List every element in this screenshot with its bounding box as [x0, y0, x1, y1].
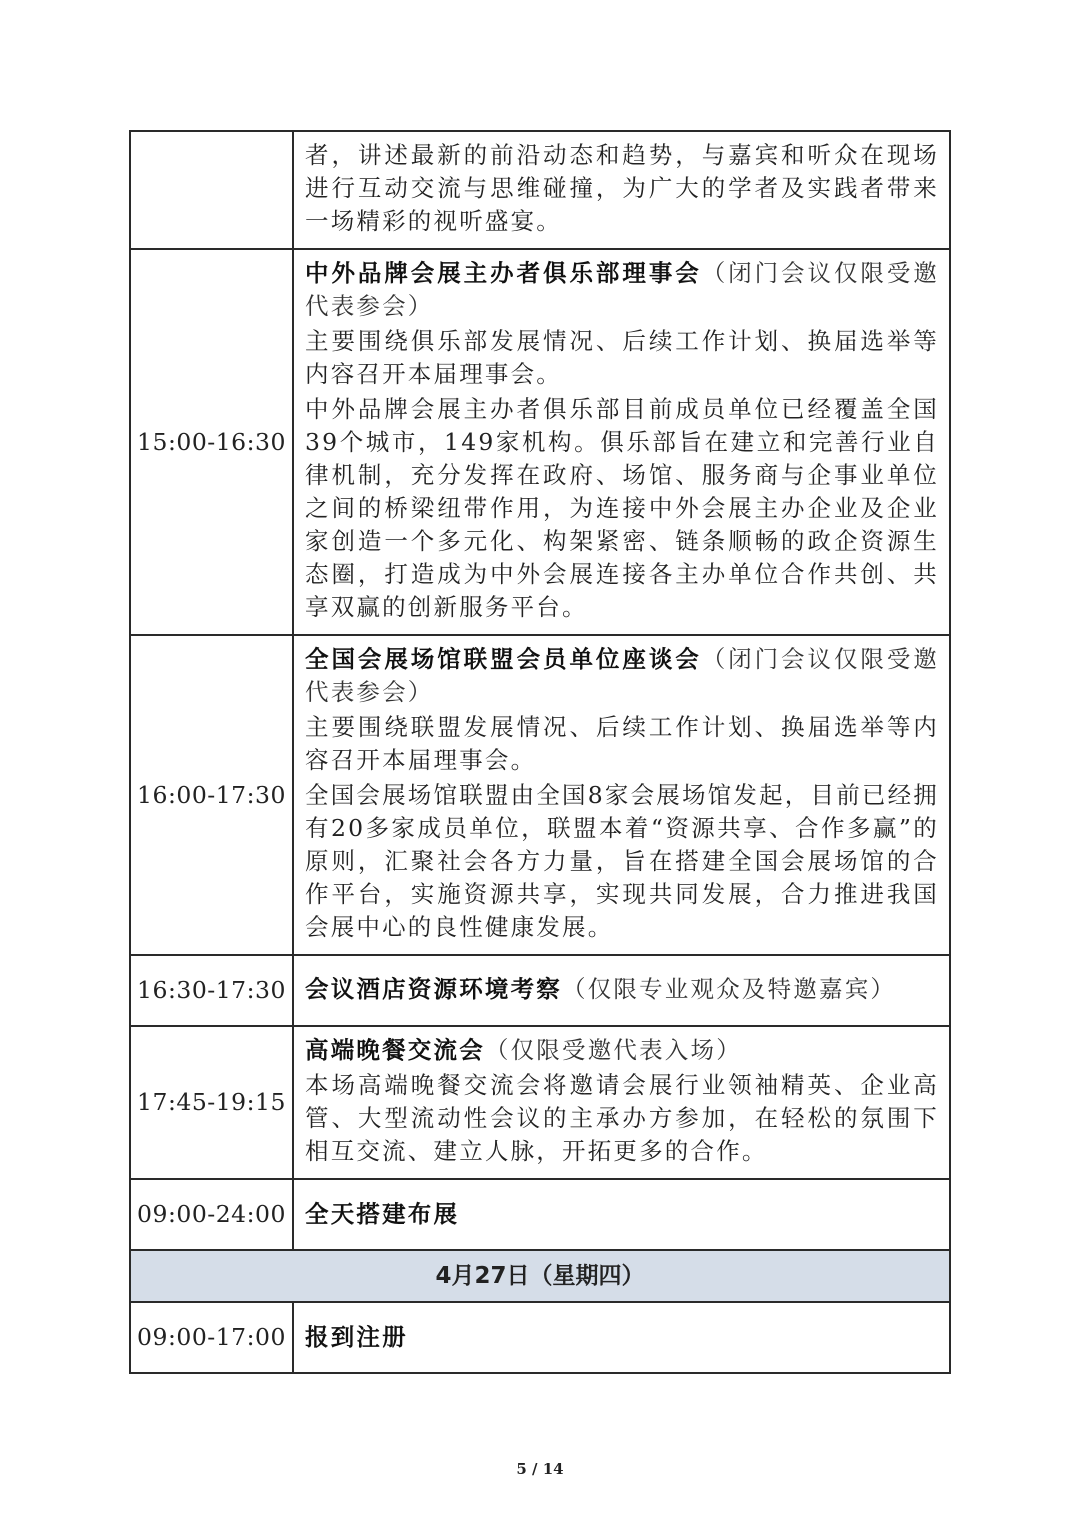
schedule-table: [129, 130, 951, 1374]
table-row: [130, 1026, 950, 1179]
description: 全国会展场馆联盟由全国8家会展场馆发起，目前已经拥有20多家成员单位，联盟本着“资源共享、合作多赢”的原则，汇聚社会各方力量，旨在搭建全国会展场馆的合作平台，实施资源共享，实现共同发展，合力推进我国会展中心的良性健康发展。: [305, 781, 939, 941]
time-cell: 16:30-17:30: [130, 955, 293, 1026]
session-note: （仅限专业观众及特邀嘉宾）: [562, 974, 897, 1003]
time-cell: 16:00-17:30: [130, 635, 293, 955]
session-note: （闭门会议仅限受邀代表参会）: [305, 645, 939, 706]
session-note: （闭门会议仅限受邀代表参会）: [305, 259, 939, 320]
page-number: 5 / 14: [516, 1460, 564, 1478]
session-heading: [305, 1034, 939, 1067]
date-header: 4月27日（星期四）: [130, 1250, 950, 1302]
description: 主要围绕俱乐部发展情况、后续工作计划、换届选举等内容召开本届理事会。: [305, 327, 939, 388]
description: 本场高端晚餐交流会将邀请会展行业领袖精英、企业高管、大型流动性会议的主承办方参加，在轻松的氛围下相互交流、建立人脉，开拓更多的合作。: [305, 1071, 939, 1165]
session-title: 会议酒店资源环境考察: [305, 974, 562, 1003]
table-row: [130, 131, 950, 249]
table-row: [130, 1302, 950, 1373]
table-row: [130, 955, 950, 1026]
session-note: （仅限受邀代表入场）: [484, 1036, 742, 1064]
table-row: [130, 249, 950, 635]
time-cell: 17:45-19:15: [130, 1026, 293, 1179]
session-title: 中外品牌会展主办者俱乐部理事会: [305, 259, 702, 287]
content-cell: [293, 131, 950, 249]
session-title: 全国会展场馆联盟会员单位座谈会: [305, 645, 702, 673]
description: 中外品牌会展主办者俱乐部目前成员单位已经覆盖全国39个城市，149家机构。俱乐部旨在建立和完善行业自律机制，充分发挥在政府、场馆、服务商与企事业单位之间的桥梁纽带作用，为连接中外会展主办企业及企业家创造一个多元化、构架紧密、链条顺畅的政企资源生态圈，打造成为中外会展连接各主办单位合作共创、共享双赢的创新服务平台。: [305, 395, 939, 621]
time-cell: 15:00-16:30: [130, 249, 293, 635]
description: 主要围绕联盟发展情况、后续工作计划、换届选举等内容召开本届理事会。: [305, 713, 939, 774]
content-cell: [293, 1302, 950, 1373]
table-row: [130, 1179, 950, 1250]
content-cell: [293, 1179, 950, 1250]
content-cell: [293, 635, 950, 955]
content-cell: [293, 1026, 950, 1179]
session-heading: [305, 643, 939, 709]
time-cell: 09:00-24:00: [130, 1179, 293, 1250]
session-heading: [305, 257, 939, 323]
table-row: [130, 635, 950, 955]
date-header-row: [130, 1250, 950, 1302]
time-cell: 09:00-17:00: [130, 1302, 293, 1373]
content-cell: [293, 249, 950, 635]
description: 者，讲述最新的前沿动态和趋势，与嘉宾和听众在现场进行互动交流与思维碰撞，为广大的学者及实践者带来一场精彩的视听盛宴。: [305, 141, 939, 235]
session-title: 全天搭建布展: [305, 1199, 460, 1228]
session-heading: [305, 973, 939, 1006]
session-title: 高端晚餐交流会: [305, 1036, 485, 1064]
session-title: 报到注册: [305, 1322, 408, 1351]
time-cell: [130, 131, 293, 249]
content-cell: [293, 955, 950, 1026]
